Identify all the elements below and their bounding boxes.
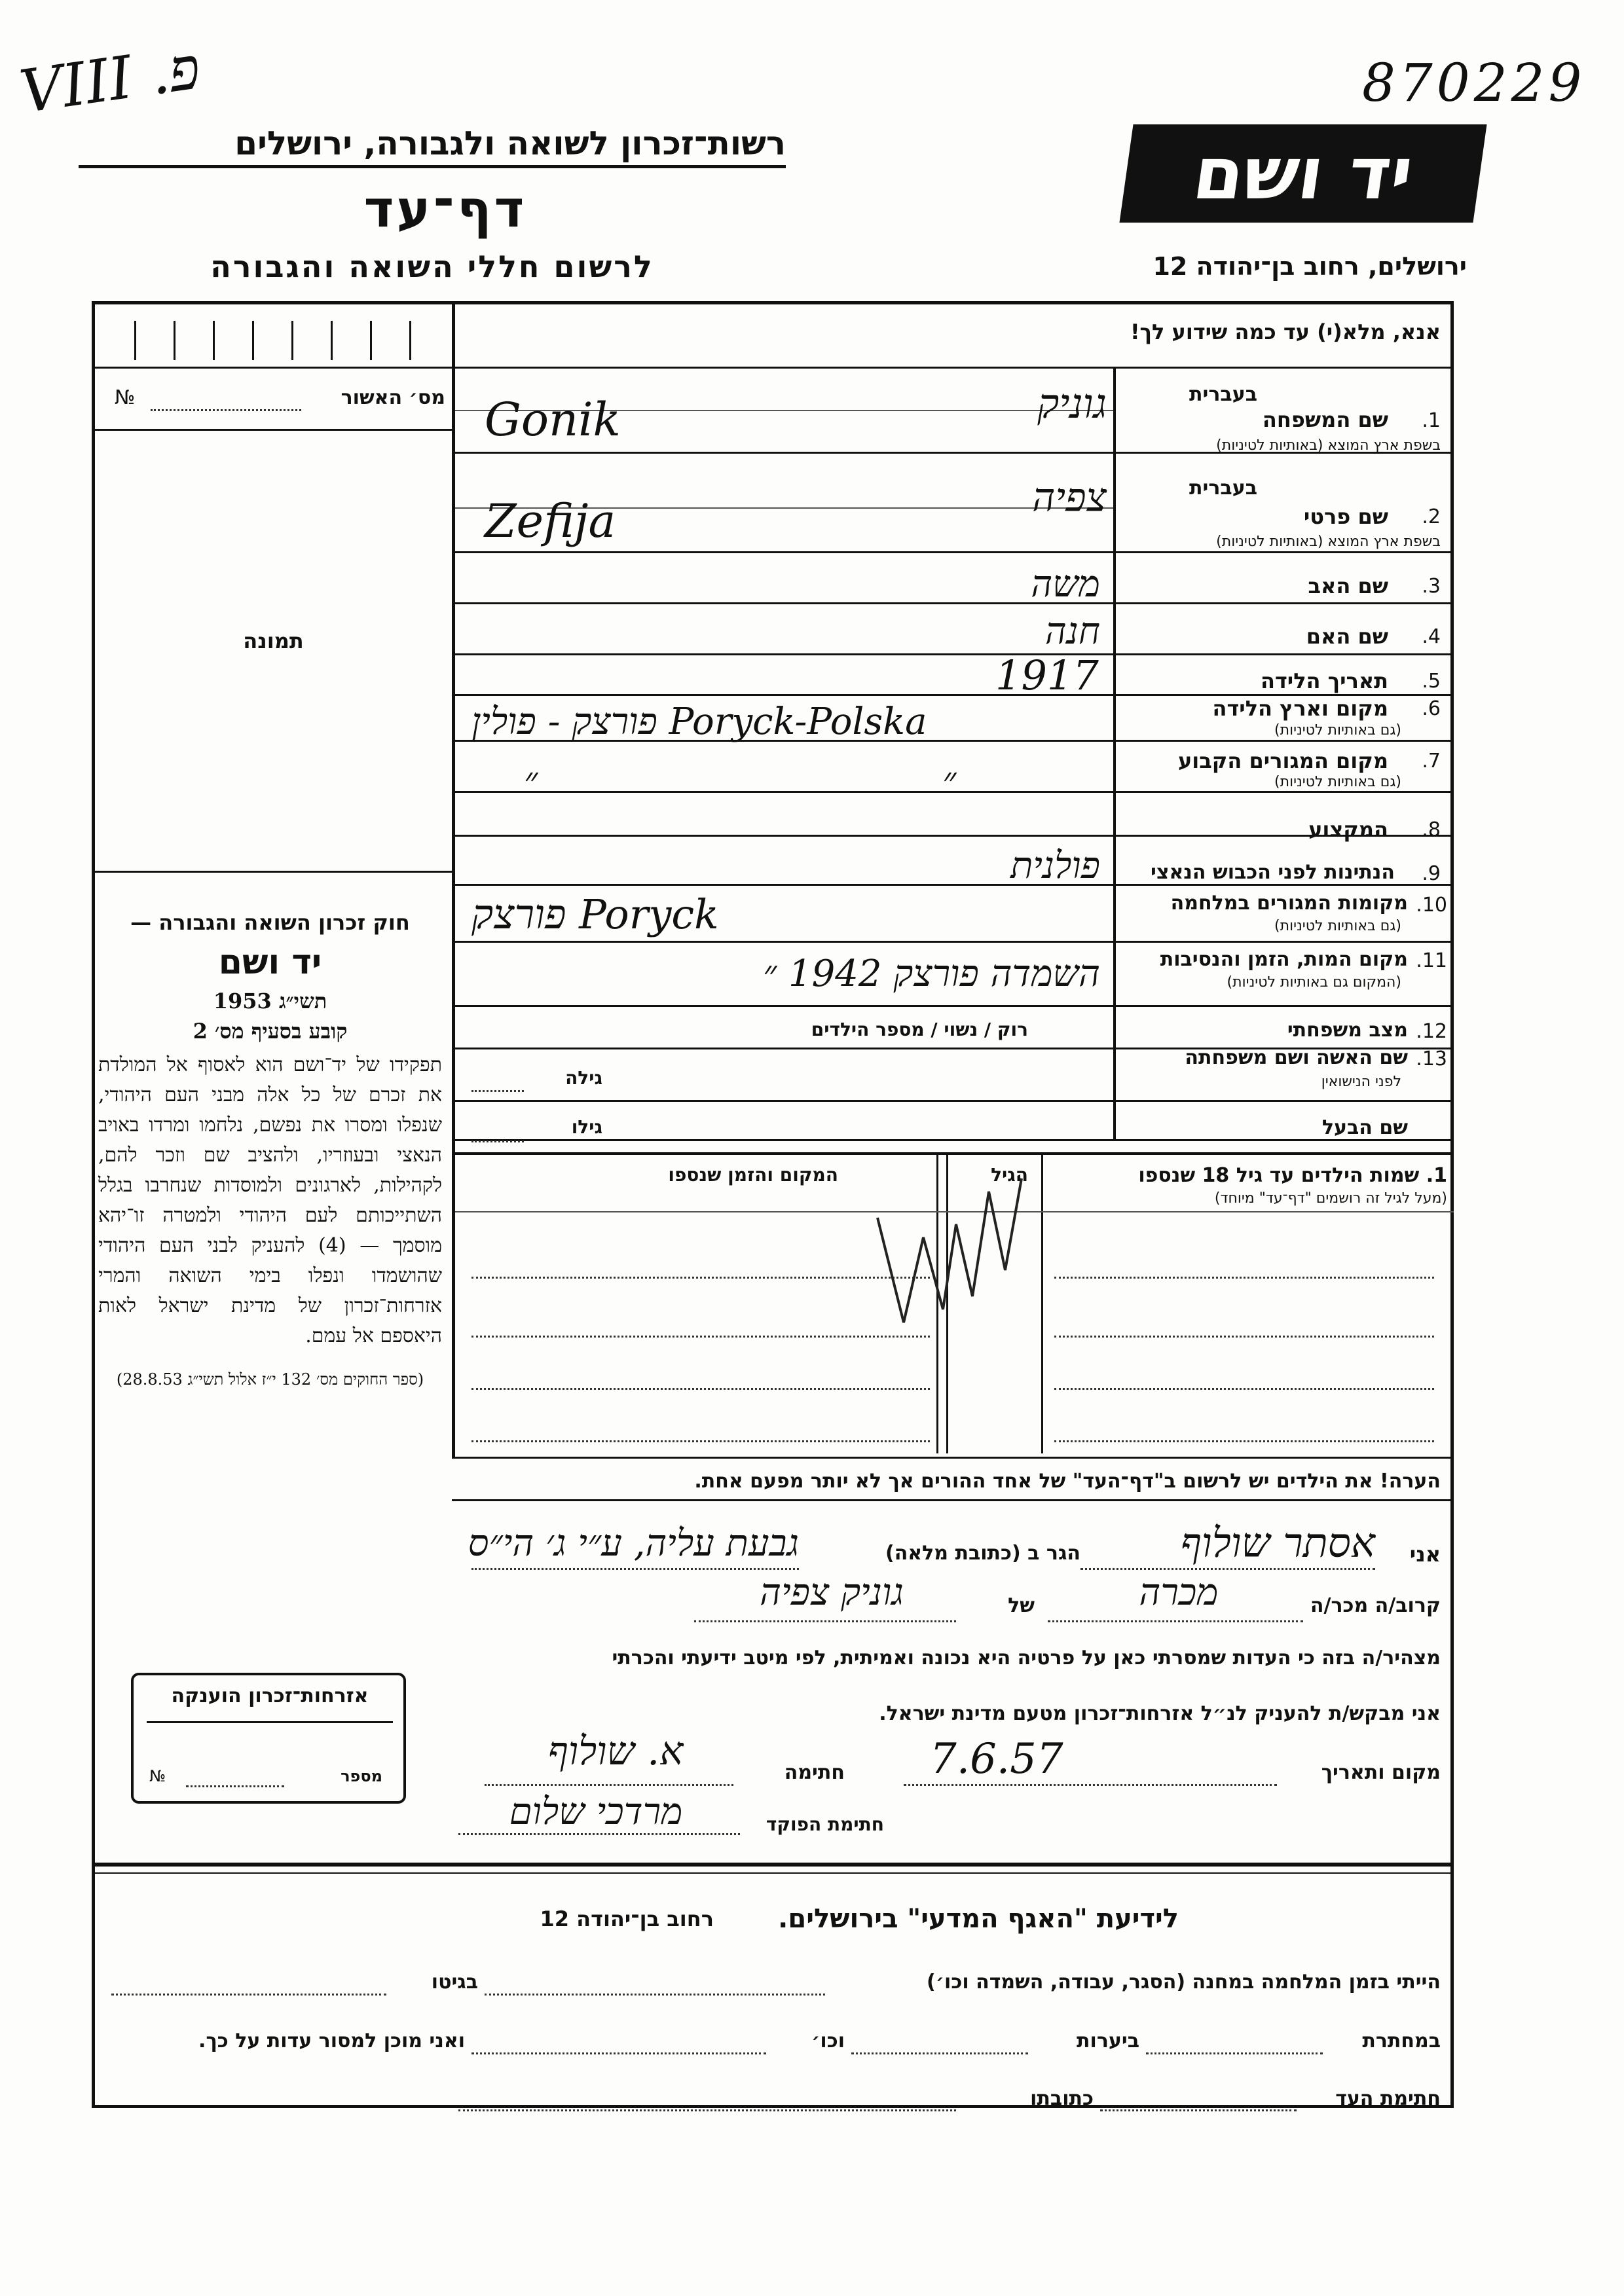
field-12-num: 12. xyxy=(1416,1020,1447,1043)
footer-ghetto-label: בגיטו xyxy=(431,1971,478,1994)
citizenship-number-label: מספר xyxy=(341,1767,382,1785)
note-line: הערה! את הילדים יש לרשום ב"דף־העד" של אחד ההורים אך לא יותר מפעם אחת. xyxy=(694,1470,1441,1493)
field-6-note: (גם באותיות לטיניות) xyxy=(1274,722,1401,738)
field-6-value: פורצק - פולין Poryck-Polska xyxy=(471,701,927,743)
field-11-note: (המקום גם באותיות לטיניות) xyxy=(1227,974,1401,991)
field-10-label: מקומות המגורים במלחמה xyxy=(1170,892,1408,915)
husband-label: שם הבעל xyxy=(1321,1116,1408,1139)
field-13-age-label: גילה xyxy=(565,1067,602,1089)
corner-note: VIII .פ xyxy=(16,33,204,127)
photo-label: תמונה xyxy=(243,629,304,653)
law-year: תשי״ג 1953 xyxy=(213,989,327,1013)
field-4-value: חנה xyxy=(1044,610,1100,653)
field-3-value: משה xyxy=(1031,563,1100,606)
law-clause: קובע בסעיף מס׳ 2 xyxy=(193,1019,348,1044)
field-12-value: רוק / נשוי / מספר הילדים xyxy=(811,1019,1028,1040)
field-8-num: 8. xyxy=(1422,818,1441,841)
declaration-text: מצהיר/ה בזה כי העדות שמסרתי כאן על פרטיה היא נכונה ואמיתית, לפי מיטב ידיעתי והכרתי xyxy=(612,1647,1441,1669)
document-number: 870229 xyxy=(1362,52,1586,113)
footer-ready-text: ואני מוכן למסור עדות על כך. xyxy=(198,2030,465,2052)
field-6-num: 6. xyxy=(1422,697,1441,720)
children-age-header: הגיל xyxy=(991,1164,1028,1186)
footer-title: לידיעת "האגף המדעי" בירושלים. xyxy=(778,1904,1179,1934)
field-11-label: מקום המות, הזמן והנסיבות xyxy=(1160,948,1408,971)
field-1-label: שם המשפחה xyxy=(1262,407,1388,432)
footer-witness-signature-label: חתימת העד xyxy=(1335,2087,1441,2110)
field-2-note: בשפת ארץ המוצא (באותיות לטיניות) xyxy=(1216,534,1441,550)
field-12-label: מצב משפחתי xyxy=(1287,1019,1408,1042)
field-13-note: לפני הנישואין xyxy=(1321,1074,1401,1090)
children-place-header: המקום והזמן שנספו xyxy=(668,1164,838,1186)
field-11-num: 11. xyxy=(1416,949,1447,972)
field-13-label: שם האשה ושם משפחתה xyxy=(1185,1046,1408,1069)
field-7-note: (גם באותיות לטיניות) xyxy=(1274,774,1401,790)
field-5-value: 1917 xyxy=(995,651,1099,699)
field-5-num: 5. xyxy=(1422,670,1441,693)
field-3-label: שם האב xyxy=(1308,574,1388,598)
field-5-label: תאריך הלידה xyxy=(1260,668,1388,693)
approval-label: מס׳ האשור xyxy=(341,386,445,409)
header-address: ירושלים, רחוב בן־יהודה 12 xyxy=(1153,252,1467,281)
citizenship-no-label: № xyxy=(149,1767,166,1785)
children-note: (מעל לגיל זה רושמים "דף־עד" מיוחד) xyxy=(1214,1190,1447,1207)
field-7-num: 7. xyxy=(1422,750,1441,773)
photo-placeholder xyxy=(95,432,452,871)
field-10-num: 10. xyxy=(1416,894,1447,917)
field-6-label: מקום וארץ הלידה xyxy=(1212,696,1388,721)
field-2-num: 2. xyxy=(1422,505,1441,528)
footer-underground-label: במחתרת xyxy=(1362,2030,1441,2052)
lives-at-label: הגר ב (כתובת מלאה) xyxy=(885,1542,1080,1565)
field-4-num: 4. xyxy=(1422,625,1441,648)
cross-out-scribble xyxy=(851,1139,1048,1336)
field-8-label: המקצוע xyxy=(1308,817,1388,842)
officer-signature-label: חתימת הפוקד xyxy=(766,1813,884,1835)
field-2-lang: בעברית xyxy=(1189,477,1257,500)
footer-etc-label: וכו׳ xyxy=(811,2030,845,2052)
field-9-num: 9. xyxy=(1422,862,1441,885)
place-date-label: מקום ותאריך xyxy=(1321,1761,1441,1784)
field-4-label: שם האם xyxy=(1306,624,1388,649)
husband-age-label: גילו xyxy=(571,1116,602,1138)
field-1-latin-value: Gonik xyxy=(485,393,621,446)
yad-vashem-logo: יד ושם xyxy=(1119,124,1486,223)
field-2-label: שם פרטי xyxy=(1303,504,1388,529)
field-13-num: 13. xyxy=(1416,1048,1447,1070)
field-9-label: הנתינות לפני הכבוש הנאצי xyxy=(1151,861,1395,884)
field-2-latin-value: Zefija xyxy=(485,494,616,548)
of-label: של xyxy=(1008,1594,1035,1617)
field-1-hebrew-value: גוניק xyxy=(1037,380,1107,428)
footer-address-label: כתובתו xyxy=(1030,2087,1094,2110)
law-box xyxy=(98,910,442,1391)
of-name-value: גוניק צפיה xyxy=(760,1571,904,1614)
declarant-name: אסתר שולוף xyxy=(1180,1519,1375,1567)
intro-text: אנא, מלא(י) עד כמה שידוע לך! xyxy=(1130,319,1441,344)
field-1-num: 1. xyxy=(1422,409,1441,432)
officer-signature-value: מרדכי שלום xyxy=(509,1791,683,1833)
footer-forests-label: ביערות xyxy=(1077,2030,1139,2052)
form-title: דף־עד xyxy=(363,180,527,239)
relation-value: מכרה xyxy=(1139,1571,1219,1614)
field-3-num: 3. xyxy=(1422,575,1441,598)
children-label: 1. שמות הילדים עד גיל 18 שנספו xyxy=(1138,1164,1447,1187)
relative-label: קרוב/ה מכר/ה xyxy=(1310,1594,1441,1617)
declarant-i-label: אני xyxy=(1409,1542,1441,1567)
field-10-value: פורצק Poryck xyxy=(471,890,719,938)
footer-camp-text: הייתי בזמן המלחמה במחנה (הסגר, עבודה, השמדה וכו׳) xyxy=(927,1971,1441,1994)
signature-label: חתימה xyxy=(784,1761,845,1784)
field-1-lang: בעברית xyxy=(1189,383,1257,406)
field-1-note: בשפת ארץ המוצא (באותיות לטיניות) xyxy=(1216,437,1441,454)
law-name: יד ושם xyxy=(218,943,322,982)
field-7-value: ״ ״ xyxy=(524,759,957,802)
citizenship-title: אזרחות־זכרון הוענקה xyxy=(171,1685,369,1707)
law-title: חוק זכרון השואה והגבורה — xyxy=(130,910,410,935)
field-11-value: השמדה פורצק 1942 ״ xyxy=(762,953,1100,995)
law-text: תפקידו של יד־ושם הוא לאסוף אל המולדת את זכרם של כל אלה מבני העם היהודי, שנפלו ומסרו את נפשם, נלחמו ומרדו באויב הנאצי ובעוזריו, ולהציב שם וזכר להם, לקהילות, לארגונים ולמוסדות שנחרבו בגלל השתייכותם לעם היהודי ולמטרה זו־יהא מוסמך — (4) להעניק לבני העם היהודי שהושמדו ונפלו בימי השואה והמרי אזרחות־זכרון של מדינת ישראל לאות היאספם אל עמם. xyxy=(98,1053,442,1347)
date-value: 7.6.57 xyxy=(930,1735,1063,1783)
approval-no-label: № xyxy=(115,386,136,409)
field-7-label: מקום המגורים הקבוע xyxy=(1177,748,1388,773)
footer-address: רחוב בן־יהודה 12 xyxy=(540,1906,714,1931)
law-reference: (ספר החוקים מס׳ 132 י״ז אלול תשי״ג 28.8.53) xyxy=(116,1370,424,1389)
photo-header-strip xyxy=(95,308,452,367)
signature-value: א. שולוף xyxy=(547,1728,684,1774)
field-2-hebrew-value: צפיה xyxy=(1032,475,1107,520)
field-9-value: פולנית xyxy=(1010,845,1100,887)
citizenship-box xyxy=(131,1673,406,1804)
declarant-address: גבעת עליה, ע״י ג׳ הי״ס xyxy=(468,1522,799,1565)
form-purpose: לרשום חללי השואה והגבורה xyxy=(210,249,654,284)
request-text: אני מבקש/ת להעניק לנ״ל אזרחות־זכרון מטעם מדינת ישראל. xyxy=(879,1702,1441,1725)
authority-title: רשות־זכרון לשואה ולגבורה, ירושלים xyxy=(79,124,786,168)
field-10-note: (גם באותיות לטיניות) xyxy=(1274,918,1401,934)
